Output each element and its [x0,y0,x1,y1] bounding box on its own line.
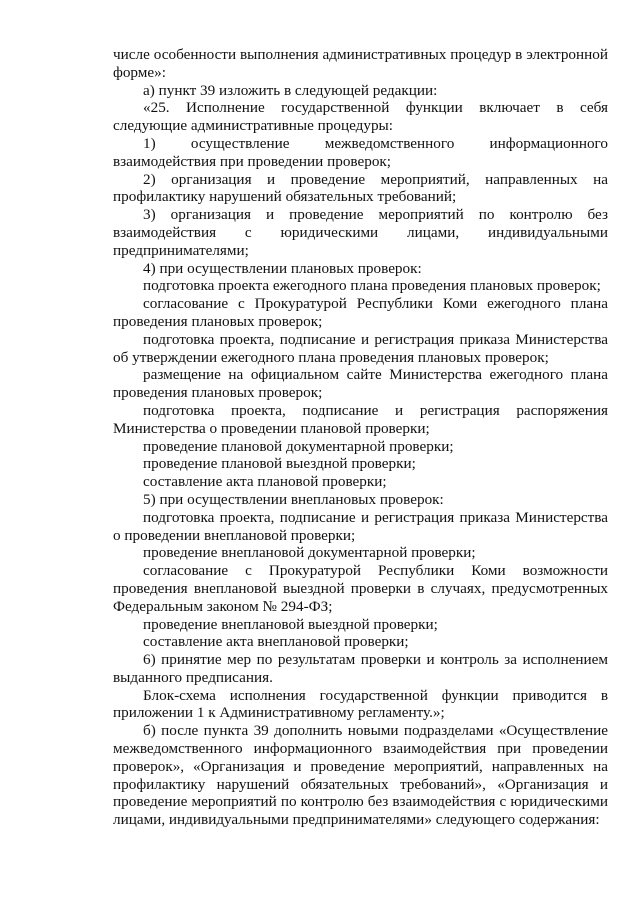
paragraph: согласование с Прокуратурой Республики Коми возможности проведения внеплановой выездной проверки в случаях, предусмотренных Федеральным законом № 294-ФЗ; [113,562,608,615]
paragraph: проведение плановой выездной проверки; [143,455,416,473]
paragraph: подготовка проекта ежегодного плана проведения плановых проверок; [143,277,601,295]
paragraph: 6) принятие мер по результатам проверки и контроль за исполнением выданного предписания. [113,651,608,686]
paragraph: составление акта плановой проверки; [143,473,387,491]
paragraph: 4) при осуществлении плановых проверок: [143,259,422,277]
paragraph: проведение внеплановой документарной проверки; [143,544,476,562]
paragraph: б) после пункта 39 дополнить новыми подразделами «Осуществление межведомственного информационного взаимодействия при проведении проверок», «Организация и проведение мероприятий, направленных на профилактику нарушений обязательных требований», «Организация и проведение мероприятий по контролю без взаимодействия с юридическими лицами, индивидуальными предпринимателями» следующего содержания: [113,722,608,829]
paragraph: 1) осуществление межведомственного информационного взаимодействия при проведении проверок; [113,134,608,170]
paragraph: подготовка проекта, подписание и регистрация распоряжения Министерства о проведении плановой проверки; [113,401,608,437]
paragraph: проведение внеплановой выездной проверки; [143,615,438,633]
paragraph: составление акта внеплановой проверки; [143,633,409,651]
paragraph: а) пункт 39 изложить в следующей редакции: [143,81,438,99]
paragraph: «25. Исполнение государственной функции включает в себя следующие административные процедуры: [113,99,608,135]
paragraph: Блок-схема исполнения государственной функции приводится в приложении 1 к Административному регламенту.»; [113,686,608,722]
paragraph: 2) организация и проведение мероприятий, направленных на профилактику нарушений обязательных требований; [113,170,608,206]
paragraph: 3) организация и проведение мероприятий по контролю без взаимодействия с юридическими лицами, индивидуальными предпринимателями; [113,206,608,259]
paragraph: согласование с Прокуратурой Республики Коми ежегодного плана проведения плановых проверок; [113,295,608,330]
paragraph: числе особенности выполнения административных процедур в электронной форме»: [113,46,608,81]
paragraph: 5) при осуществлении внеплановых проверок: [143,490,444,508]
document-page [113,46,608,829]
paragraph: подготовка проекта, подписание и регистрация приказа Министерства об утверждении ежегодного плана проведения плановых проверок; [113,330,608,366]
paragraph: подготовка проекта, подписание и регистрация приказа Министерства о проведении внеплановой проверки; [113,508,608,544]
paragraph: размещение на официальном сайте Министерства ежегодного плана проведения плановых проверок; [113,366,608,402]
paragraph: проведение плановой документарной проверки; [143,437,454,455]
